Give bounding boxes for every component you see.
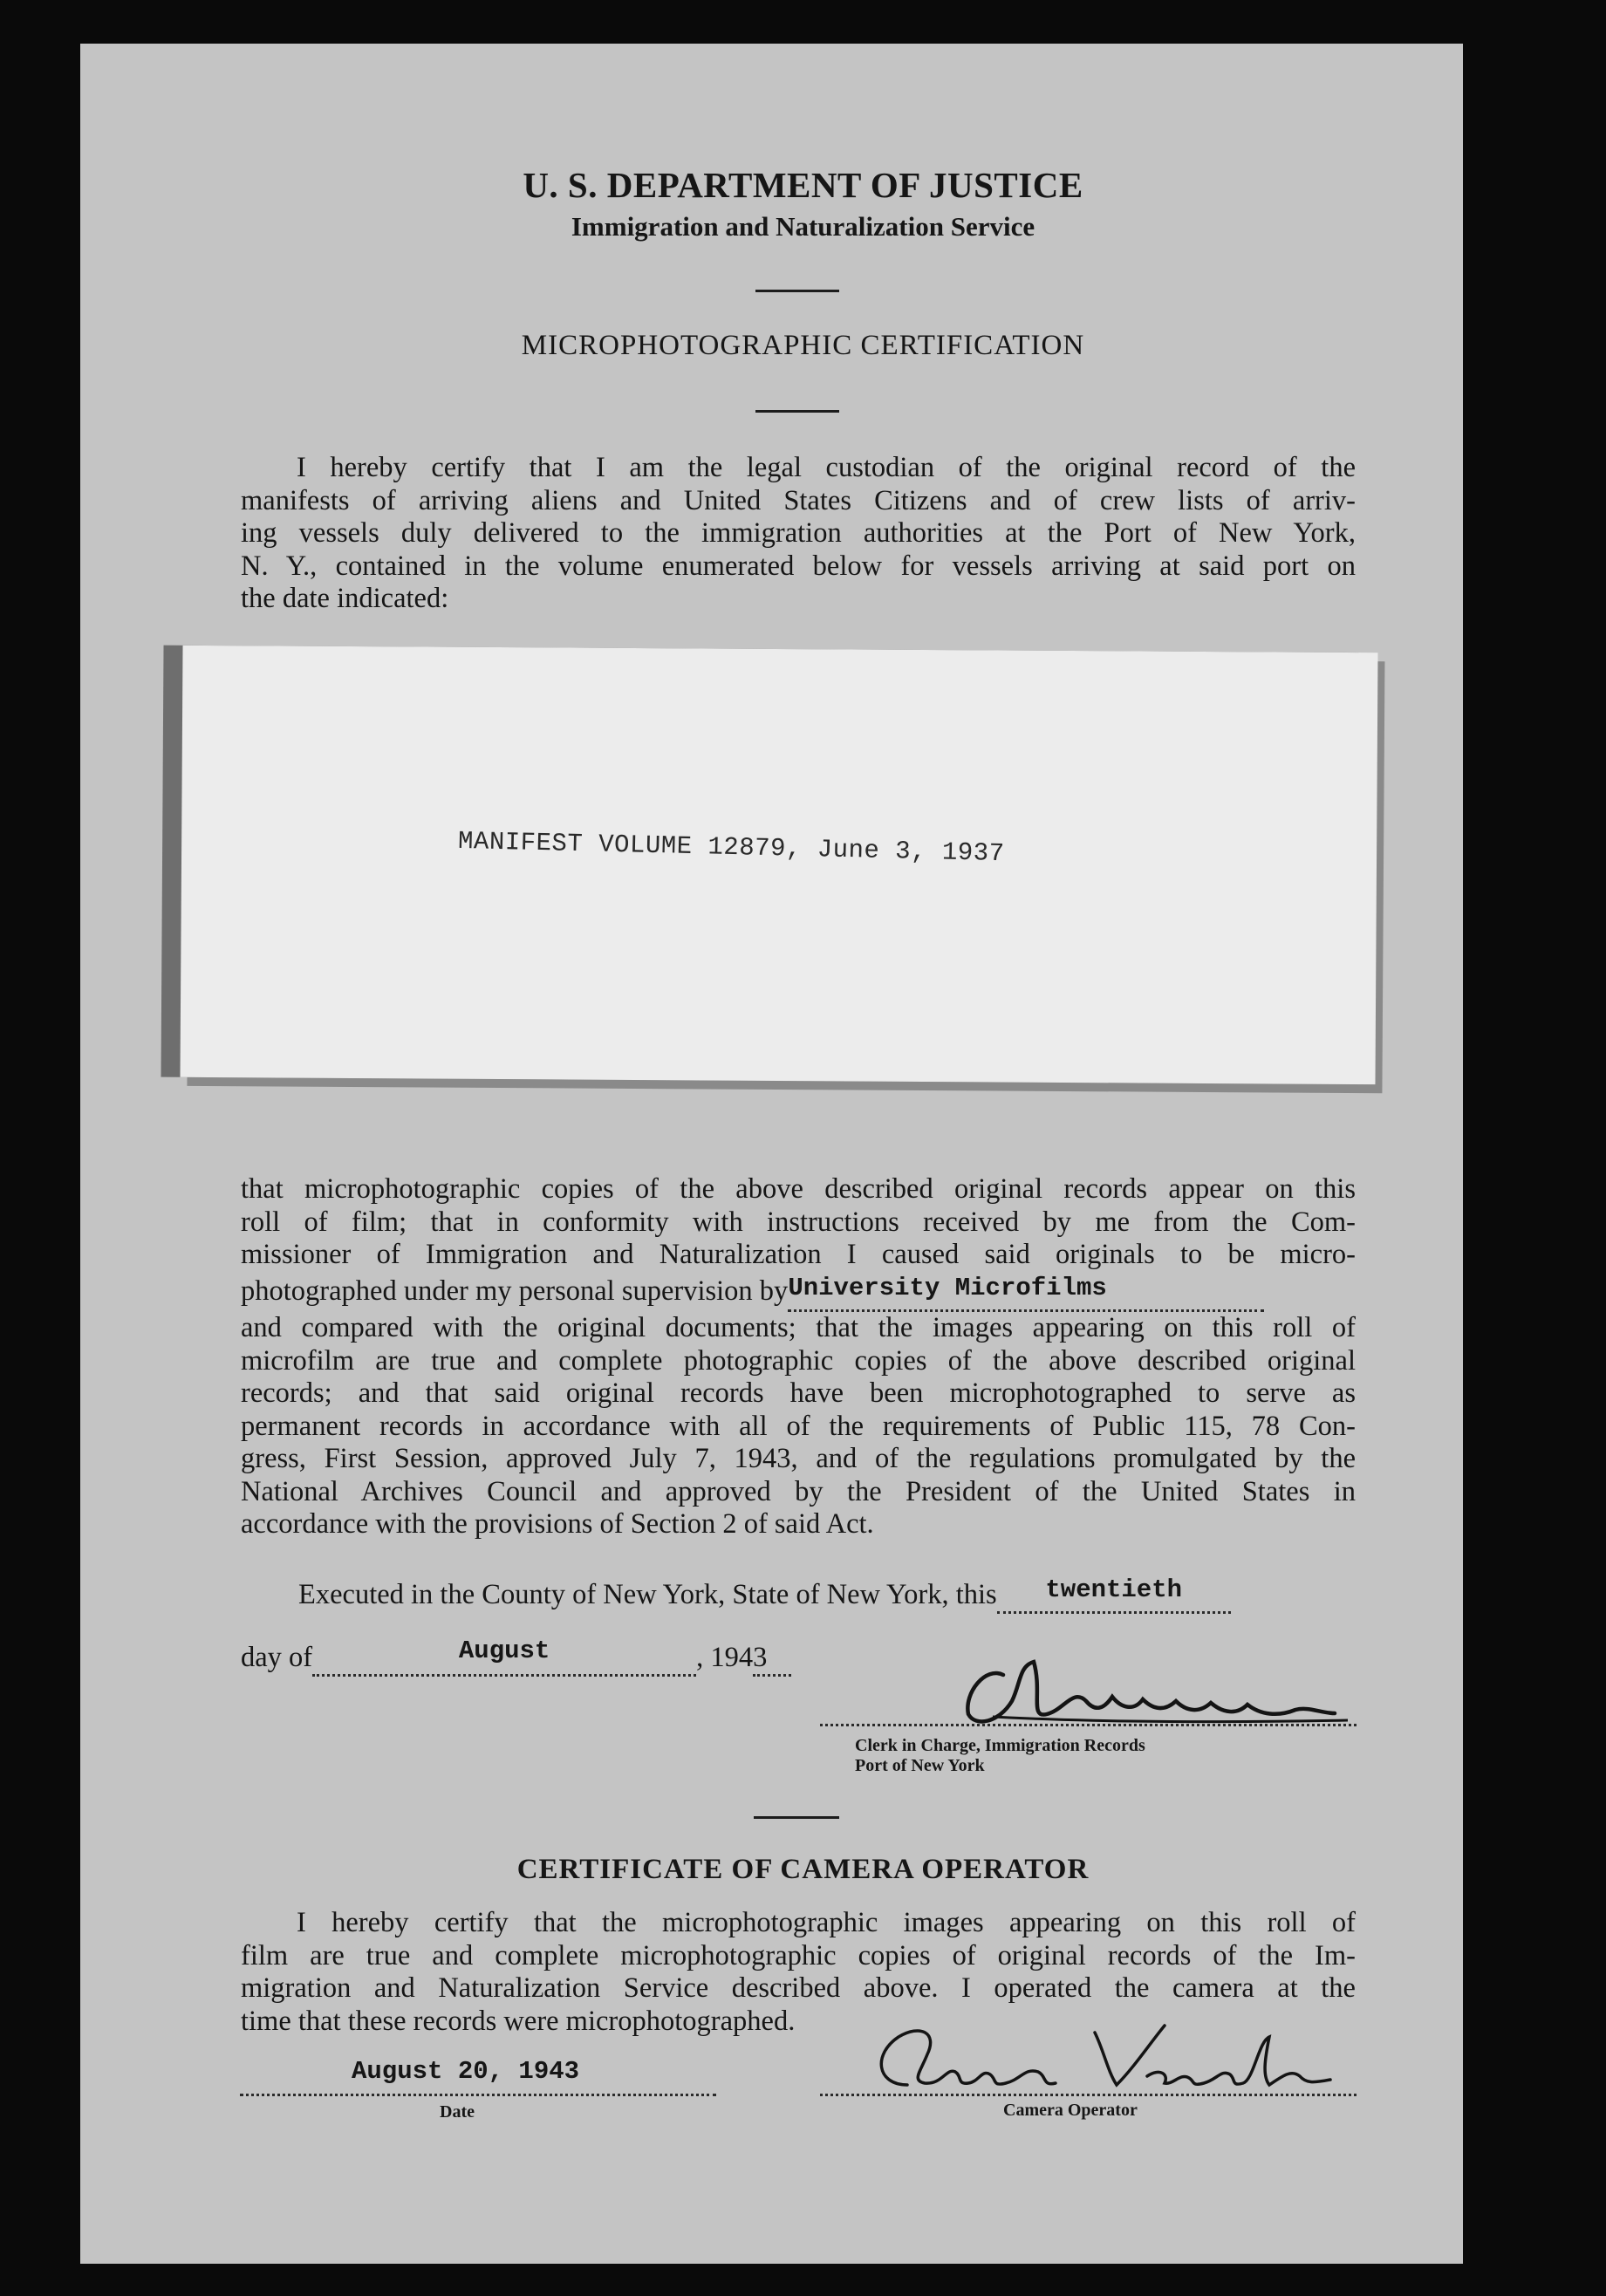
date-field bbox=[240, 2057, 716, 2096]
operator-label: Camera Operator bbox=[1003, 2101, 1138, 2120]
text-line: time that these records were microphotographed. bbox=[241, 2005, 796, 2037]
year-digit: 3 bbox=[753, 1642, 768, 1673]
text-line: I hereby certify that the microphotographic images appearing on this roll of bbox=[297, 1907, 1356, 1938]
executed-line bbox=[298, 1575, 1231, 1614]
text-line: missioner of Immigration and Naturalization I caused said originals to be micro- bbox=[241, 1239, 1356, 1270]
text-line: and compared with the original documents; that the images appearing on this roll of bbox=[241, 1312, 1356, 1343]
body-paragraph bbox=[241, 1173, 1356, 1541]
year-prefix: , 194 bbox=[696, 1642, 754, 1673]
text-line: the date indicated: bbox=[241, 583, 449, 614]
clerk-signature bbox=[951, 1640, 1361, 1736]
text-line: microfilm are true and complete photographic copies of the above described original bbox=[241, 1344, 1356, 1377]
department-heading: U. S. DEPARTMENT OF JUSTICE bbox=[523, 165, 1083, 205]
clerk-location-line: Port of New York bbox=[855, 1756, 985, 1775]
service-subheading: Immigration and Naturalization Service bbox=[571, 211, 1035, 242]
volume-slip bbox=[181, 646, 1378, 1084]
supervisor-value: University Microfilms bbox=[788, 1273, 1107, 1302]
operator-signature bbox=[859, 2006, 1348, 2102]
executed-prefix: Executed in the County of New York, State of New York, this bbox=[298, 1579, 997, 1610]
divider-rule bbox=[754, 1816, 839, 1819]
supervision-prefix: photographed under my personal supervision by bbox=[241, 1274, 789, 1307]
text-line: manifests of arriving aliens and United States Citizens and of crew lists of arriv- bbox=[241, 484, 1356, 516]
clerk-title bbox=[855, 1736, 1145, 1776]
text-line: permanent records in accordance with all of the requirements of Public 115, 78 Con- bbox=[241, 1410, 1356, 1442]
text-line: roll of film; that in conformity with instructions received by me from the Com- bbox=[241, 1206, 1356, 1238]
camera-certificate-title: CERTIFICATE OF CAMERA OPERATOR bbox=[516, 1854, 1090, 1885]
month-field bbox=[312, 1637, 696, 1677]
text-line: gress, First Session, approved July 7, 1943, and of the regulations promulgated by the bbox=[241, 1443, 1356, 1474]
day-of-label: day of bbox=[241, 1642, 313, 1673]
clerk-title-line: Clerk in Charge, Immigration Records bbox=[855, 1736, 1145, 1755]
month-value: August bbox=[458, 1637, 550, 1665]
divider-rule bbox=[755, 290, 839, 292]
divider-rule bbox=[755, 410, 839, 413]
text-line: that microphotographic copies of the above described original records appear on this bbox=[241, 1173, 1356, 1205]
text-line: film are true and complete microphotographic copies of original records of the Im- bbox=[241, 1939, 1356, 1971]
day-field bbox=[997, 1575, 1231, 1614]
date-value: August 20, 1943 bbox=[352, 2057, 580, 2086]
intro-paragraph bbox=[241, 452, 1356, 616]
text-line: records; and that said original records have been microphotographed to serve as bbox=[241, 1377, 1356, 1409]
certification-title: MICROPHOTOGRAPHIC CERTIFICATION bbox=[521, 330, 1085, 361]
text-line: N. Y., contained in the volume enumerated below for vessels arriving at said port on bbox=[241, 550, 1356, 582]
text-line: I hereby certify that I am the legal custodian of the original record of the bbox=[297, 452, 1356, 483]
date-label: Date bbox=[440, 2102, 475, 2122]
day-value: twentieth bbox=[1045, 1575, 1183, 1604]
supervision-line bbox=[241, 1275, 1356, 1313]
text-line: migration and Naturalization Service described above. I operated the camera at the bbox=[241, 1972, 1356, 2004]
text-line: National Archives Council and approved by the President of the United States in bbox=[241, 1475, 1356, 1507]
year-field bbox=[753, 1642, 791, 1677]
supervisor-field bbox=[788, 1275, 1264, 1313]
day-of-line bbox=[241, 1637, 791, 1677]
text-line: accordance with the provisions of Section 2 of said Act. bbox=[241, 1508, 874, 1540]
text-line: ing vessels duly delivered to the immigration authorities at the Port of New York, bbox=[241, 517, 1356, 549]
volume-slip-text: MANIFEST VOLUME 12879, June 3, 1937 bbox=[457, 826, 1005, 869]
